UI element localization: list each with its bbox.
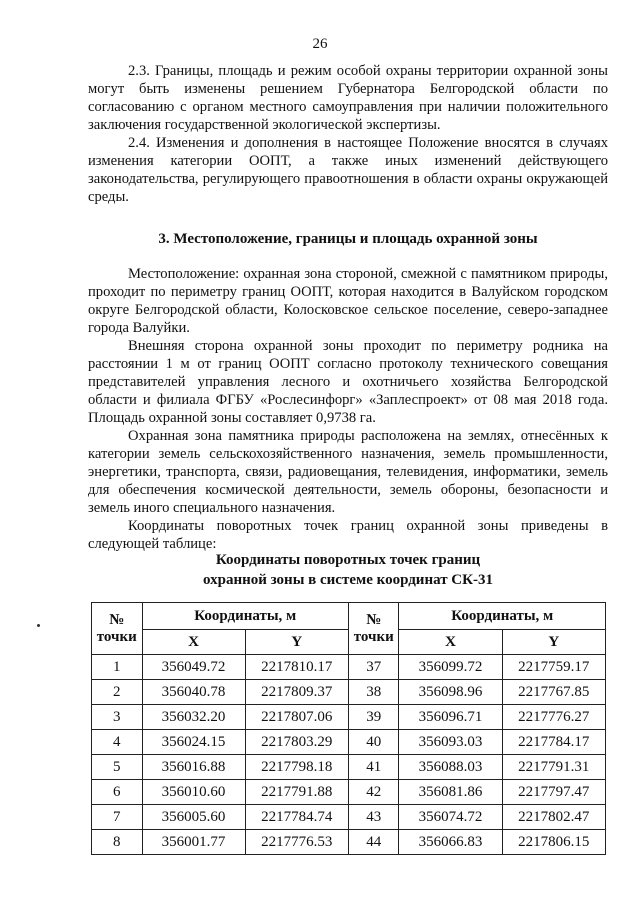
header-y-right: Y (502, 630, 605, 655)
point-number: 1 (92, 655, 143, 680)
table-row (92, 680, 606, 705)
page-number: 26 (312, 36, 328, 52)
section-heading: 3. Местоположение, границы и площадь охранной зоны (158, 231, 538, 247)
coordinates-table (91, 602, 606, 855)
y-coordinate: 2217776.27 (502, 705, 605, 730)
x-coordinate: 356081.86 (399, 780, 502, 805)
x-coordinate: 356001.77 (142, 830, 245, 855)
table-title-line-1: Координаты поворотных точек границ (215, 552, 481, 568)
point-number: 6 (92, 780, 143, 805)
header-coords-right: Координаты, м (399, 603, 606, 630)
y-coordinate: 2217791.31 (502, 755, 605, 780)
y-coordinate: 2217797.47 (502, 780, 605, 805)
table-row (92, 805, 606, 830)
table-row (92, 755, 606, 780)
y-coordinate: 2217807.06 (245, 705, 348, 730)
y-coordinate: 2217809.37 (245, 680, 348, 705)
header-x-right: X (399, 630, 502, 655)
header-x-left: X (142, 630, 245, 655)
table-row (92, 705, 606, 730)
header-coords-left: Координаты, м (142, 603, 348, 630)
y-coordinate: 2217784.17 (502, 730, 605, 755)
x-coordinate: 356005.60 (142, 805, 245, 830)
point-number: 41 (348, 755, 399, 780)
y-coordinate: 2217803.29 (245, 730, 348, 755)
y-coordinate: 2217798.18 (245, 755, 348, 780)
table-header-row (92, 603, 606, 630)
x-coordinate: 356032.20 (142, 705, 245, 730)
point-number: 39 (348, 705, 399, 730)
point-number: 3 (92, 705, 143, 730)
point-number: 7 (92, 805, 143, 830)
y-coordinate: 2217791.88 (245, 780, 348, 805)
point-number: 40 (348, 730, 399, 755)
x-coordinate: 356096.71 (399, 705, 502, 730)
y-coordinate: 2217810.17 (245, 655, 348, 680)
x-coordinate: 356024.15 (142, 730, 245, 755)
table-title-line-2: охранной зоны в системе координат СК-31 (202, 572, 494, 588)
y-coordinate: 2217806.15 (502, 830, 605, 855)
x-coordinate: 356066.83 (399, 830, 502, 855)
x-coordinate: 356088.03 (399, 755, 502, 780)
paragraph-2-3: 2.3. Границы, площадь и режим особой охраны территории охранной зоны могут быть изменены решением Губернатора Белгородской области по согласованию с органом местного самоуправления при наличии положительного заключения государственной экологической экспертизы. (88, 63, 608, 133)
paragraph-2-4: 2.4. Изменения и дополнения в настоящее Положение вносятся в случаях изменения категории ООПТ, а также иных изменений действующего законодательства, регулирующего правоотношения в области охраны окружающей среды. (88, 135, 608, 205)
header-point-number-left: № точки (92, 603, 143, 655)
table-row (92, 730, 606, 755)
x-coordinate: 356049.72 (142, 655, 245, 680)
table-row (92, 780, 606, 805)
x-coordinate: 356074.72 (399, 805, 502, 830)
x-coordinate: 356040.78 (142, 680, 245, 705)
margin-mark (37, 624, 40, 627)
point-number: 37 (348, 655, 399, 680)
point-number: 5 (92, 755, 143, 780)
table-row (92, 655, 606, 680)
header-y-left: Y (245, 630, 348, 655)
point-number: 44 (348, 830, 399, 855)
header-point-number-right: № точки (348, 603, 399, 655)
paragraph-land-category: Охранная зона памятника природы расположена на землях, отнесённых к категории земель сельскохозяйственного назначения, земель промышленности, энергетики, транспорта, связи, радиовещания, телевидения, информатики, земель для обеспечения космической деятельности, земель обороны, безопасности и земель иного специального назначения. (88, 428, 608, 516)
paragraph-outer-boundary: Внешняя сторона охранной зоны проходит по периметру родника на расстоянии 1 м от границ ООПТ согласно протоколу технического совещания представителей управления лесного и охотничьего хозяйства Белгородской области и филиала ФГБУ «Рослесинфорг» «Заплеспроект» от 08 мая 2018 года. Площадь охранной зоны составляет 0,9738 га. (88, 338, 608, 426)
x-coordinate: 356093.03 (399, 730, 502, 755)
y-coordinate: 2217776.53 (245, 830, 348, 855)
table-row (92, 830, 606, 855)
body-text (88, 62, 608, 553)
table-title (88, 550, 608, 590)
point-number: 8 (92, 830, 143, 855)
y-coordinate: 2217767.85 (502, 680, 605, 705)
x-coordinate: 356010.60 (142, 780, 245, 805)
point-number: 42 (348, 780, 399, 805)
x-coordinate: 356016.88 (142, 755, 245, 780)
paragraph-table-intro: Координаты поворотных точек границ охранной зоны приведены в следующей таблице: (88, 518, 608, 552)
paragraph-location: Местоположение: охранная зона стороной, смежной с памятником природы, проходит по периметру границ ООПТ, которая находится в Валуйском городском округе Белгородской области, Колосковское сельское поселение, северо-западнее города Валуйки. (88, 266, 608, 336)
y-coordinate: 2217802.47 (502, 805, 605, 830)
point-number: 38 (348, 680, 399, 705)
x-coordinate: 356098.96 (399, 680, 502, 705)
x-coordinate: 356099.72 (399, 655, 502, 680)
point-number: 43 (348, 805, 399, 830)
y-coordinate: 2217784.74 (245, 805, 348, 830)
y-coordinate: 2217759.17 (502, 655, 605, 680)
point-number: 2 (92, 680, 143, 705)
point-number: 4 (92, 730, 143, 755)
